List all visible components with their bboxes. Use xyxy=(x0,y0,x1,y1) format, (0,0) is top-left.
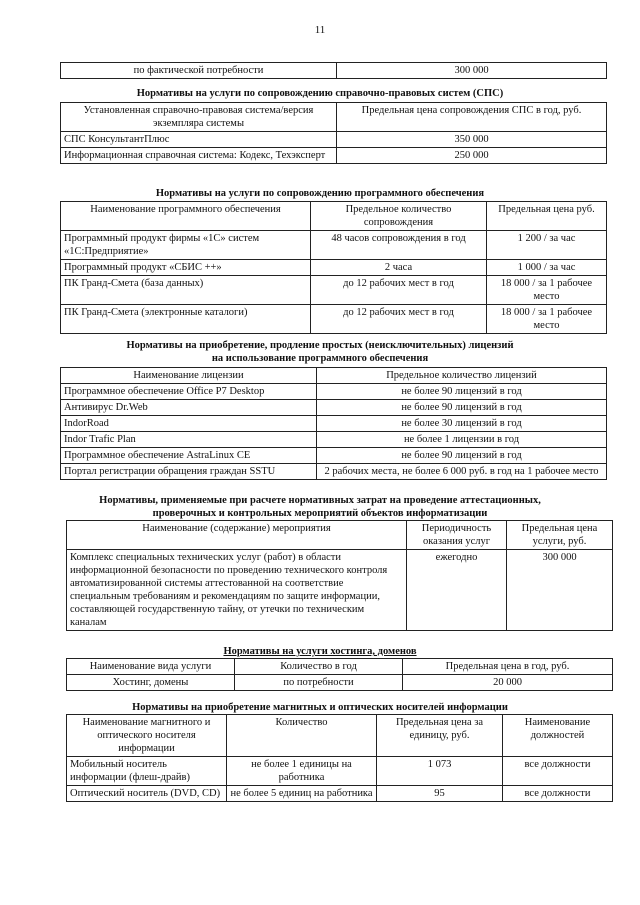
top-table xyxy=(60,62,607,79)
table-cell: Комплекс специальных технических услуг (работ) в области информационной безопасности по проведению технического контроля автоматизированной системы аттестованной на соответствие специальным требованиям и рекомендациям по защите информации, составляющей государственную тайну, от утечки по техническим каналам xyxy=(67,550,407,631)
media-title: Нормативы на приобретение магнитных и оптических носителей информации xyxy=(132,702,508,713)
table-row xyxy=(61,384,607,400)
table-cell: 48 часов сопровождения в год xyxy=(311,231,487,260)
software-support-title: Нормативы на услуги по сопровождению программного обеспечения xyxy=(155,188,485,199)
table-row xyxy=(61,416,607,432)
table-cell: 20 000 xyxy=(403,675,613,691)
column-header: Наименование (содержание) мероприятия xyxy=(67,521,407,550)
software-support-table xyxy=(60,201,607,334)
sps-table xyxy=(60,102,607,164)
column-header: Предельная цена в год, руб. xyxy=(403,659,613,675)
table-row xyxy=(61,63,607,79)
table-header-row xyxy=(61,368,607,384)
table-header-row xyxy=(67,659,613,675)
column-header: Предельная цена руб. xyxy=(487,202,607,231)
table-cell: Программный продукт фирмы «1С» систем «1С:Предприятие» xyxy=(61,231,311,260)
table-cell: до 12 рабочих мест в год xyxy=(311,305,487,334)
table-cell: Оптический носитель (DVD, CD) xyxy=(67,786,227,802)
table-cell: 95 xyxy=(377,786,503,802)
licenses-title-line1: Нормативы на приобретение, продление простых (неисключительных) лицензий xyxy=(126,340,514,351)
sps-title: Нормативы на услуги по сопровождению справочно-правовых систем (СПС) xyxy=(136,88,504,99)
table-row xyxy=(61,464,607,480)
table-row xyxy=(67,757,613,786)
table-cell: 1 200 / за час xyxy=(487,231,607,260)
table-cell: не более 90 лицензий в год xyxy=(317,448,607,464)
table-row xyxy=(61,276,607,305)
column-header: Наименование программного обеспечения xyxy=(61,202,311,231)
table-cell: не более 5 единиц на работника xyxy=(227,786,377,802)
table-cell: Мобильный носитель информации (флеш-драйв) xyxy=(67,757,227,786)
column-header: Предельная цена сопровождения СПС в год, руб. xyxy=(337,103,607,132)
licenses-table xyxy=(60,367,607,480)
table-cell: Программный продукт «СБИС ++» xyxy=(61,260,311,276)
table-cell: 1 073 xyxy=(377,757,503,786)
table-cell: все должности xyxy=(503,786,613,802)
table-cell: 18 000 / за 1 рабочее место xyxy=(487,276,607,305)
table-cell: по потребности xyxy=(235,675,403,691)
licenses-title xyxy=(0,339,640,365)
table-header-row xyxy=(61,202,607,231)
table-header-row xyxy=(67,521,613,550)
media-table xyxy=(66,714,613,802)
table-row xyxy=(67,550,613,631)
table-header-row xyxy=(67,715,613,757)
table-cell: 250 000 xyxy=(337,148,607,164)
attestation-title-line1: Нормативы, применяемые при расчете нормативных затрат на проведение аттестационных, xyxy=(99,495,541,506)
attestation-title-line2: проверочных и контрольных мероприятий объектов информатизации xyxy=(152,508,488,519)
table-row xyxy=(61,432,607,448)
top-label: по фактической потребности xyxy=(61,63,337,79)
table-cell: 18 000 / за 1 рабочее место xyxy=(487,305,607,334)
table-cell: до 12 рабочих мест в год xyxy=(311,276,487,305)
hosting-title: Нормативы на услуги хостинга, доменов xyxy=(223,646,417,657)
table-cell: 2 рабочих места, не более 6 000 руб. в год на 1 рабочее место xyxy=(317,464,607,480)
table-cell: не более 90 лицензий в год xyxy=(317,384,607,400)
table-cell: не более 1 единицы на работника xyxy=(227,757,377,786)
hosting-table xyxy=(66,658,613,691)
table-cell: Информационная справочная система: Кодекс, Техэксперт xyxy=(61,148,337,164)
table-cell: ежегодно xyxy=(407,550,507,631)
table-cell: 350 000 xyxy=(337,132,607,148)
table-cell: IndorRoad xyxy=(61,416,317,432)
table-cell: СПС КонсультантПлюс xyxy=(61,132,337,148)
table-cell: не более 30 лицензий в год xyxy=(317,416,607,432)
table-header-row xyxy=(61,103,607,132)
attestation-table xyxy=(66,520,613,631)
column-header: Наименование должностей xyxy=(503,715,613,757)
table-cell: не более 90 лицензий в год xyxy=(317,400,607,416)
table-cell: Портал регистрации обращения граждан SSTU xyxy=(61,464,317,480)
column-header: Наименование магнитного и оптического носителя информации xyxy=(67,715,227,757)
table-cell: все должности xyxy=(503,757,613,786)
table-row xyxy=(61,260,607,276)
column-header: Периодичность оказания услуг xyxy=(407,521,507,550)
table-row xyxy=(67,675,613,691)
table-row xyxy=(61,305,607,334)
column-header: Установленная справочно-правовая система/версия экземпляра системы xyxy=(61,103,337,132)
table-row xyxy=(67,786,613,802)
column-header: Предельное количество лицензий xyxy=(317,368,607,384)
table-cell: Программное обеспечение AstraLinux CE xyxy=(61,448,317,464)
column-header: Предельная цена услуги, руб. xyxy=(507,521,613,550)
column-header: Наименование вида услуги xyxy=(67,659,235,675)
column-header: Предельное количество сопровождения xyxy=(311,202,487,231)
column-header: Предельная цена за единицу, руб. xyxy=(377,715,503,757)
table-cell: ПК Гранд-Смета (электронные каталоги) xyxy=(61,305,311,334)
table-cell: Антивирус Dr.Web xyxy=(61,400,317,416)
table-cell: Программное обеспечение Office P7 Desktop xyxy=(61,384,317,400)
table-cell: 1 000 / за час xyxy=(487,260,607,276)
table-row xyxy=(61,448,607,464)
table-cell: Indor Trafic Plan xyxy=(61,432,317,448)
column-header: Количество в год xyxy=(235,659,403,675)
top-value: 300 000 xyxy=(337,63,607,79)
table-row xyxy=(61,148,607,164)
table-row xyxy=(61,231,607,260)
licenses-title-line2: на использование программного обеспечения xyxy=(211,353,429,364)
table-row xyxy=(61,400,607,416)
table-cell: Хостинг, домены xyxy=(67,675,235,691)
table-cell: 300 000 xyxy=(507,550,613,631)
column-header: Количество xyxy=(227,715,377,757)
table-row xyxy=(61,132,607,148)
table-cell: ПК Гранд-Смета (база данных) xyxy=(61,276,311,305)
table-cell: 2 часа xyxy=(311,260,487,276)
attestation-title xyxy=(0,494,640,520)
table-cell: не более 1 лицензии в год xyxy=(317,432,607,448)
page-number: 11 xyxy=(314,24,326,36)
column-header: Наименование лицензии xyxy=(61,368,317,384)
